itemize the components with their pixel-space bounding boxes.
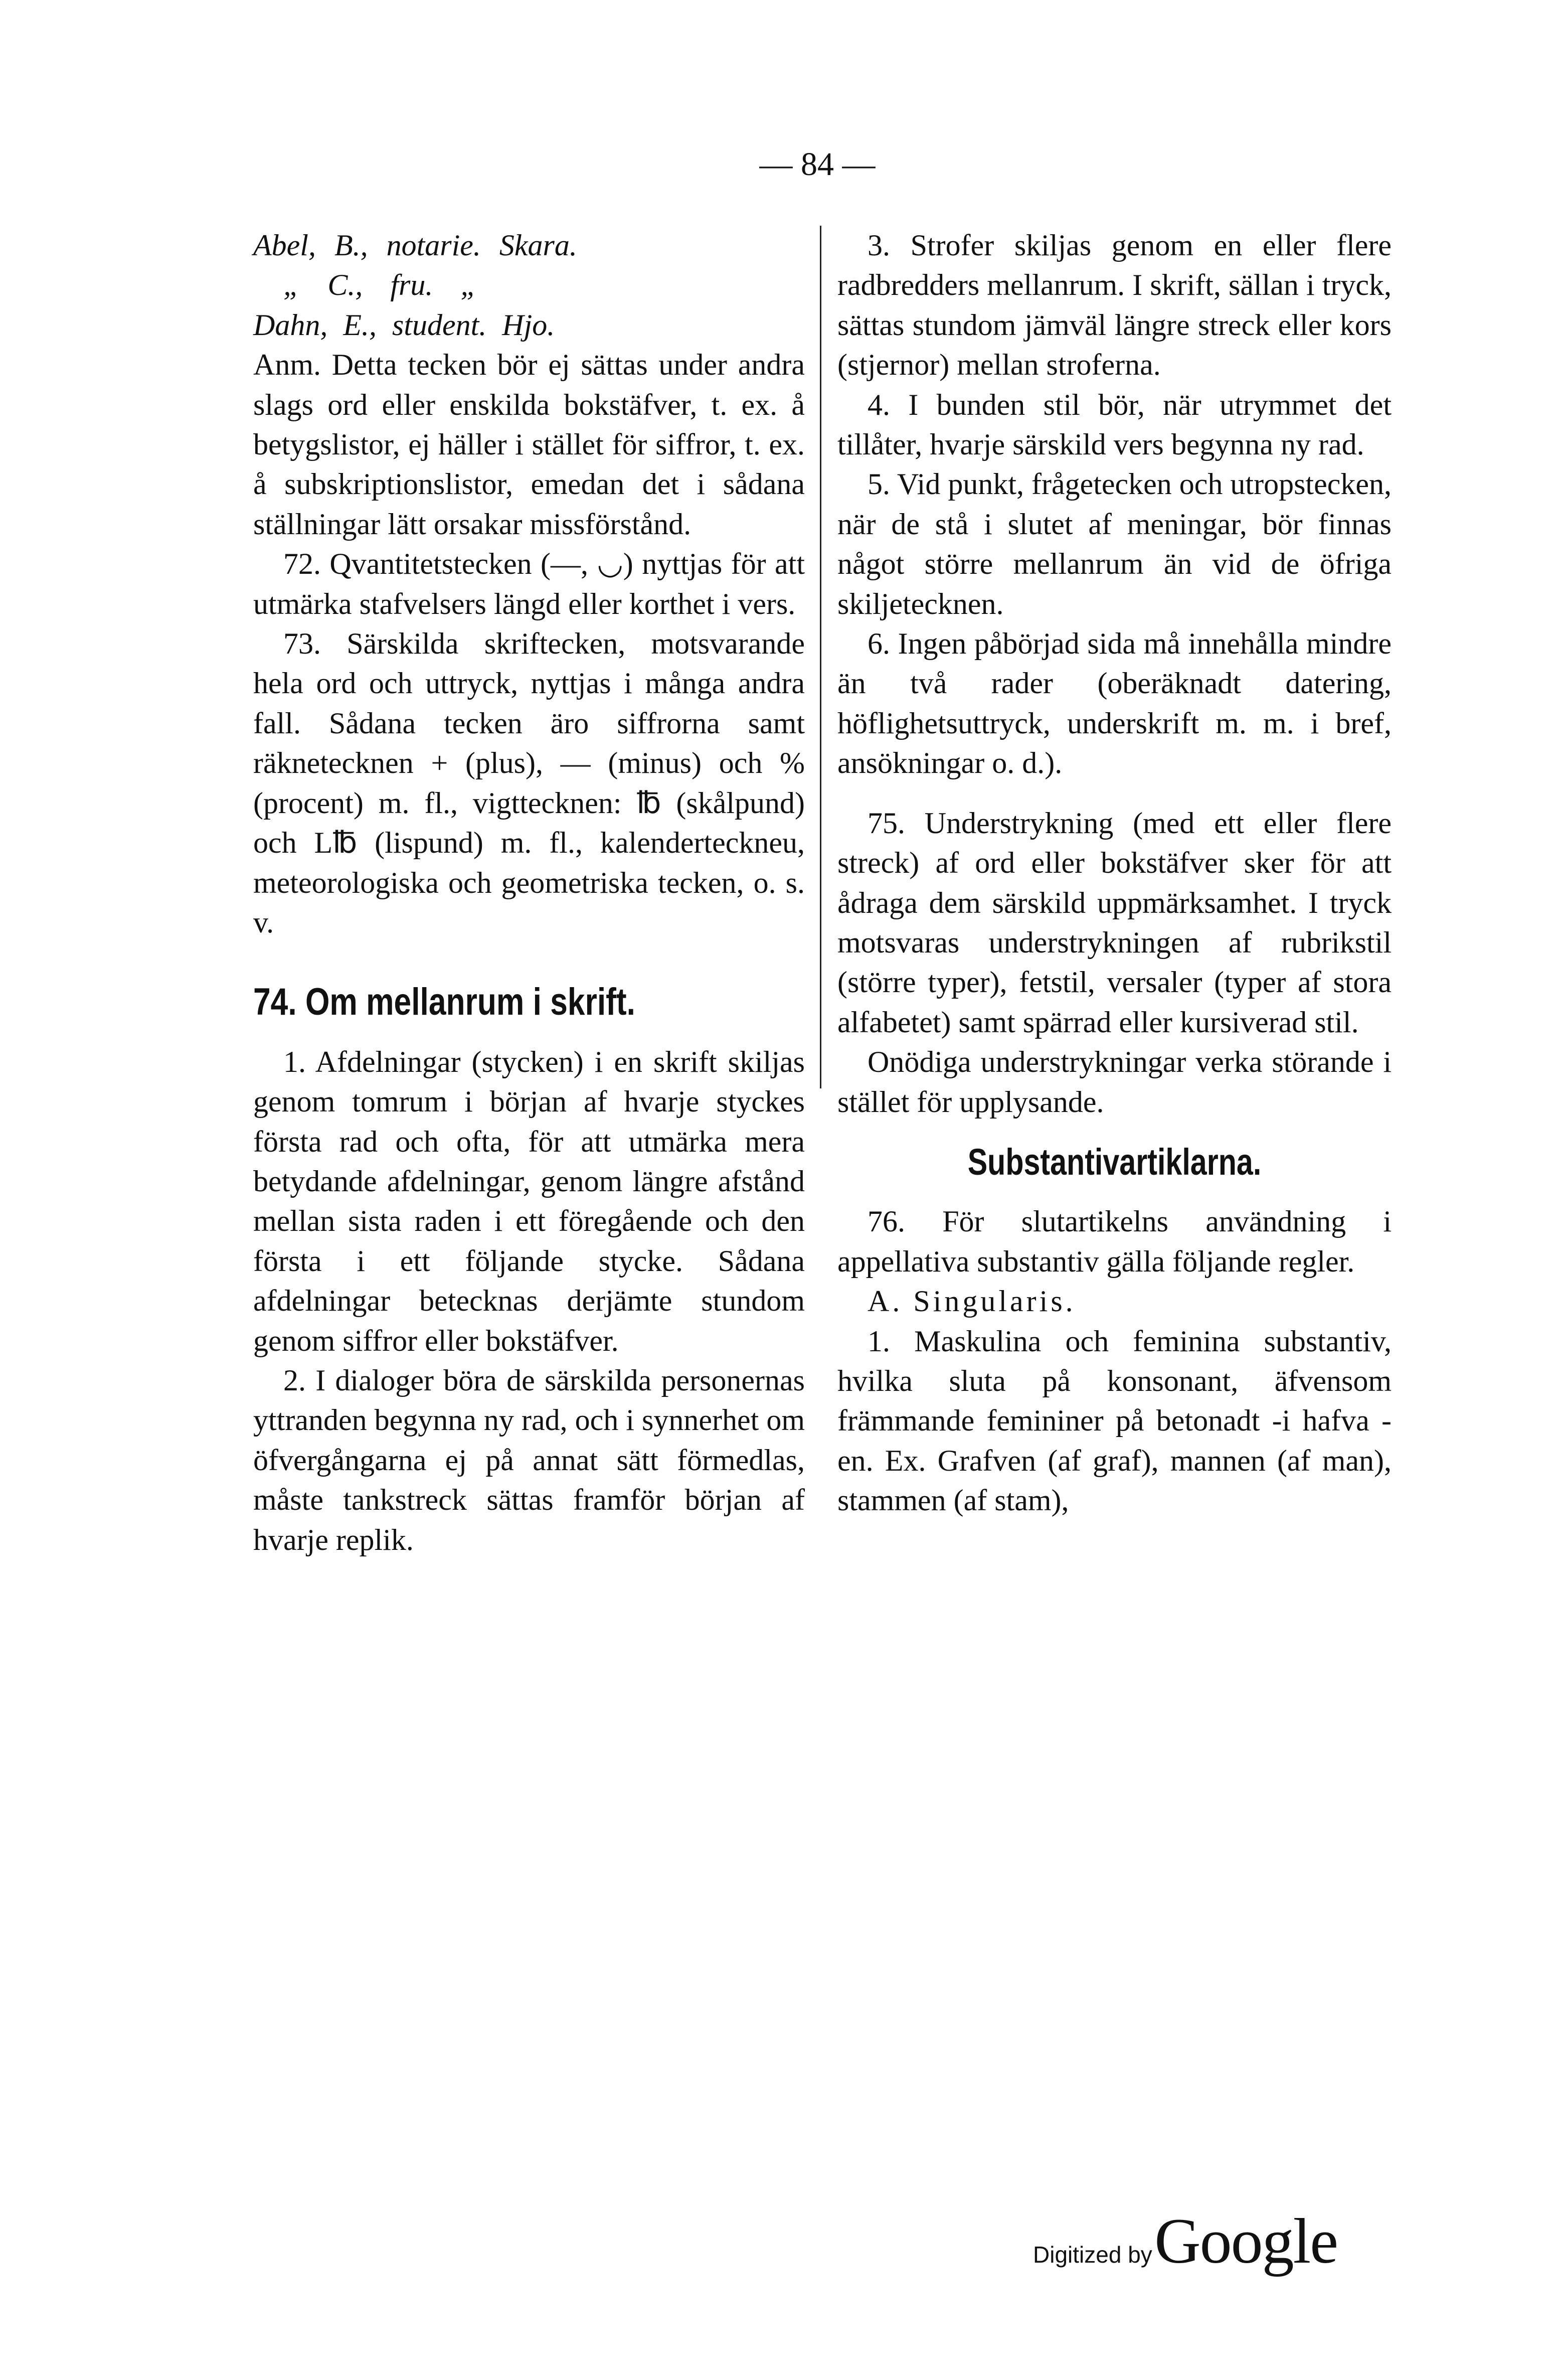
- spacer: [837, 1182, 1392, 1202]
- right-column: [837, 226, 1392, 1521]
- spacer: [837, 783, 1392, 804]
- paragraph-3-strofer: 3. Strofer skiljas genom en eller flere radbredders mellanrum. I skrift, sällan i tryck, sättas stundom jämväl längre streck eller kors (stjernor) mellan stroferna.: [837, 229, 1392, 382]
- spacer: [253, 1022, 805, 1042]
- signature-line-dahn: [253, 305, 805, 345]
- column-divider: [820, 226, 821, 1088]
- substantivartiklarna-heading: Substantivartiklarna.: [967, 1141, 1262, 1183]
- signature-abel-text: Abel, B., notarie. Skara.: [253, 229, 577, 262]
- signature-line-fru: [253, 265, 805, 305]
- section-74-heading: 74. Om mellanrum i skrift.: [253, 981, 635, 1024]
- paragraph-1-maskulina: 1. Maskulina och feminina substantiv, hvilka sluta på konsonant, äfvensom främmande femininer på betonadt -i hafva -en. Ex. Grafven (af graf), mannen (af man), stammen (af stam),: [837, 1324, 1392, 1517]
- google-logo-text: Google: [1154, 2205, 1338, 2277]
- spacer: [837, 1122, 1392, 1142]
- singularis-subheading: A. Singularis.: [868, 1285, 1076, 1318]
- signature-dahn-text: Dahn, E., student. Hjo.: [253, 308, 555, 342]
- signature-fru-text: „ C., fru. „: [283, 268, 477, 302]
- paragraph-4-bunden-stil: 4. I bunden stil bör, när utrymmet det tillåter, hvarje särskild vers begynna ny rad.: [837, 388, 1392, 461]
- paragraph-6-ingen-paborjad: 6. Ingen påbörjad sida må innehålla mindre än två rader (oberäknadt datering, höflighetsuttryck, underskrift m. m. i bref, ansökningar o. d.).: [837, 627, 1392, 780]
- spacer: [253, 942, 805, 982]
- section-75-paragraph: 75. Understrykning (med ett eller flere streck) af ord eller bokstäfver sker för att ådraga dem särskild uppmärksamhet. I tryck motsvaras understrykningen af rubrikstil (större typer), fetstil, versaler (typer af stora alfabetet) samt spärrad eller kursiverad stil.: [837, 806, 1392, 1039]
- paragraph-5-punkt: 5. Vid punkt, frågetecken och utropstecken, när de stå i slutet af meningar, bör finnas något större mellanrum än vid de öfriga skiljetecknen.: [837, 467, 1392, 620]
- digitized-by-text: Digitized by: [1033, 2242, 1152, 2268]
- section-76-paragraph: 76. För slutartikelns användning i appellativa substantiv gälla följande regler.: [837, 1205, 1392, 1278]
- left-column: [253, 226, 805, 1560]
- page-number: — 84 —: [759, 146, 876, 183]
- section-73-paragraph: 73. Särskilda skriftecken, motsvarande hela ord och uttryck, nyttjas i många andra fall. Sådana tecken äro siffrorna samt räknetecknen + (plus), — (minus) och % (procent) m. fl., vigttecknen: ℔ (skålpund) och L℔ (lispund) m. fl., kalenderteckneu, meteorologiska och geometriska tecken, o. s. v.: [253, 627, 805, 939]
- section-75-continuation: Onödiga understrykningar verka störande i stället för upplysande.: [837, 1045, 1392, 1119]
- digitized-by-google-watermark: [1033, 2204, 1337, 2278]
- paragraph-2-dialoger: 2. I dialoger böra de särskilda personernas yttranden begynna ny rad, och i synnerhet om öfvergångarna ej på annat sätt förmedlas, måste tankstreck sättas framför början af hvarje replik.: [253, 1363, 805, 1556]
- paragraph-1-afdelningar: 1. Afdelningar (stycken) i en skrift skiljas genom tomrum i början af hvarje styckes första rad och ofta, för att utmärka mera betydande afdelningar, genom längre afstånd mellan sista raden i ett föregående och den första i ett följande stycke. Sådana afdelningar betecknas derjämte stundom genom siffror eller bokstäfver.: [253, 1045, 805, 1357]
- section-72-paragraph: 72. Qvantitetstecken (—, ◡) nyttjas för att utmärka stafvelsers längd eller korthet i vers.: [253, 547, 805, 620]
- annotation-paragraph: Anm. Detta tecken bör ej sättas under andra slags ord eller enskilda bokstäfver, t. ex. å betygslistor, ej häller i stället för siffror, t. ex. å subskriptionslistor, emedan det i sådana ställningar lätt orsakar missförstånd.: [253, 348, 805, 541]
- signature-line-abel: [253, 226, 805, 265]
